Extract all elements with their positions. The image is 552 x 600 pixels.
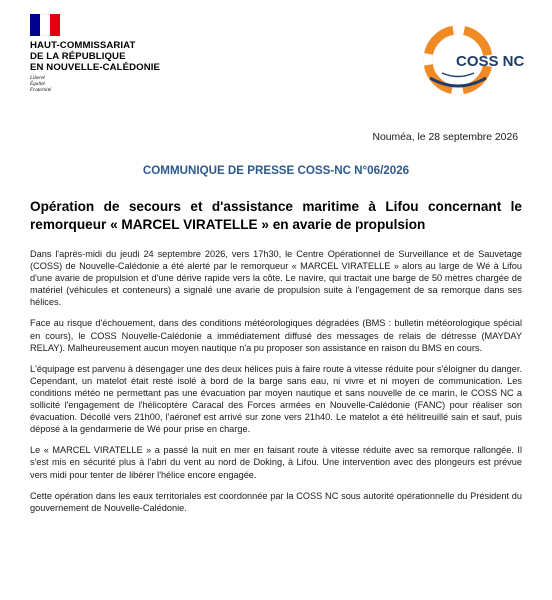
paragraph: Le « MARCEL VIRATELLE » a passé la nuit en mer en faisant route à vitesse réduite avec sa remorque rallongée. Il s'est mis en sécurité plus à l'abri du vent au nord de Doking, à Lifou. Une intervention avec des plongeurs est prévue vers midi pour tenter de libérer l'hélice encore engagée. xyxy=(30,445,522,480)
gov-motto: Liberté Égalité Fraternité xyxy=(30,75,52,93)
paragraph: Cette opération dans les eaux territoriales est coordonnée par la COSS NC sous autorité opérationnelle du Président du gouvernement de Nouvelle-Calédonie. xyxy=(30,490,522,513)
gov-title: HAUT-COMMISSARIAT DE LA RÉPUBLIQUE EN NOUVELLE-CALÉDONIE xyxy=(30,40,161,73)
tricolor-flag-icon xyxy=(30,14,60,36)
paragraph: Dans l'après-midi du jeudi 24 septembre 2026, vers 17h30, le Centre Opérationnel de Surveillance et de Sauvetage (COSS) de Nouvelle-Calédonie a été alerté par le remorqueur « MARCEL VIRATELLE » alors au large de Wé à Lifou d'une avarie de propulsion et d'une dérive rapide vers la côte. Le navire, qui tractait une barge de 50 mètres chargée de matériel (véhicules et conteneurs) a signalé une avarie de propulsion suite à l'engagement de sa remorque dans ses hélices. xyxy=(30,249,522,308)
lifebuoy-icon xyxy=(420,20,530,100)
haut-commissariat-logo xyxy=(30,14,180,93)
date-line: Nouméa, le 28 septembre 2026 xyxy=(372,132,518,143)
coss-nc-logo xyxy=(420,20,530,100)
paragraph: Face au risque d'échouement, dans des conditions météorologiques dégradées (BMS : bulletin météorologique spécial en cours), le COSS Nouvelle-Calédonie a immédiatement diffusé des messages de relais de détresse (MAYDAY RELAY). Malheureusement aucun moyen nautique n'a pu proposer son assistance en raison du BMS en cours. xyxy=(30,318,522,353)
headline: Opération de secours et d'assistance maritime à Lifou concernant le remorqueur « MARCEL VIRATELLE » en avarie de propulsion xyxy=(30,199,522,232)
press-release-title: COMMUNIQUE DE PRESSE COSS-NC N°06/2026 xyxy=(142,164,410,177)
coss-logo-text: COSS NC xyxy=(456,53,525,70)
body-text xyxy=(30,248,522,523)
paragraph: L'équipage est parvenu à désengager une des deux hélices puis à faire route à vitesse réduite pour s'éloigner du danger. Cependant, un matelot était resté isolé à bord de la barge sans eau, ni vivre et ni moyen de communication. Les conditions météo ne permettant pas une évacuation par moyen nautique et sans nouvelle de ce marin, le COSS NC a sollicité l'engagement de l'hélicoptère Caracal des Forces armées en Nouvelle-Calédonie (FANC) pour réaliser son évacuation. Décollé vers 21h00, l'aéronef est arrivé sur zone vers 21h40. Le matelot a été hélitreuillé sain et sauf, puis déposé à la gendarmerie de Wé pour prise en charge. xyxy=(30,363,522,435)
